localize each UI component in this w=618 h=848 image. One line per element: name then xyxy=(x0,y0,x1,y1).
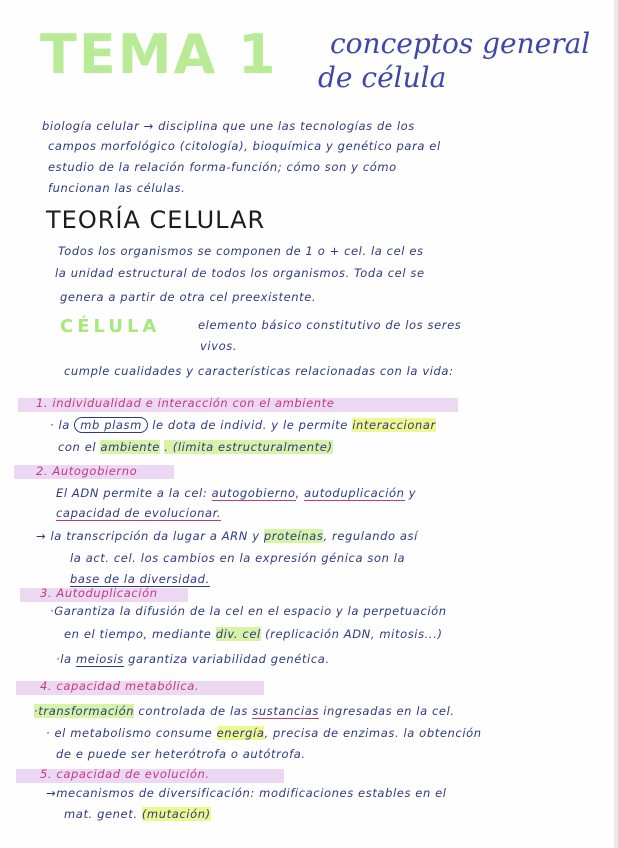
section3-line1: ·Garantiza la difusión de la cel en el espacio y la perpetuación xyxy=(50,604,447,618)
teoria-line3: genera a partir de otra cel preexistente. xyxy=(60,290,317,304)
teoria-heading: TEORÍA CELULAR xyxy=(46,206,266,234)
s1-b2-pre: con el xyxy=(58,440,97,454)
teoria-line2: la unidad estructural de todos los organismos. Toda cel se xyxy=(55,266,425,280)
section1-bullet1 xyxy=(50,420,436,432)
s4-energia: energía xyxy=(216,726,265,740)
section5-line2 xyxy=(64,809,211,821)
section2-line5 xyxy=(70,574,210,586)
section2-line1 xyxy=(56,488,416,500)
s2-evolucionar: capacidad de evolucionar. xyxy=(56,506,222,520)
s2-l1-sep: , xyxy=(295,486,300,500)
section3-line3 xyxy=(56,654,330,666)
s1-b1-pre: · la xyxy=(50,418,70,432)
teoria-line1: Todos los organismos se componen de 1 o + cel. la cel es xyxy=(58,244,424,258)
section2-heading: 2. Autogobierno xyxy=(36,464,138,478)
intro-line2: campos morfológico (citología), bioquímica y genético para el xyxy=(48,139,441,153)
s1-mb-plasm: mb plasm xyxy=(74,417,148,433)
s3-l2-pre: en el tiempo, mediante xyxy=(64,627,212,641)
s4-l1-mid: controlada de las xyxy=(138,704,249,718)
intro-line3: estudio de la relación forma-función; cómo son y cómo xyxy=(48,160,397,174)
celula-def1: elemento básico constitutivo de los seres xyxy=(198,318,462,332)
s3-l2-post: (replicación ADN, mitosis...) xyxy=(265,627,443,641)
s1-b2-post: . (limita estructuralmente) xyxy=(164,440,333,454)
s4-l2-post: , precisa de enzimas. la obtención xyxy=(264,726,482,740)
s1-ambiente: ambiente xyxy=(100,440,160,454)
subtitle-line1: conceptos general xyxy=(330,27,591,60)
s1-interaccionar: interaccionar xyxy=(352,418,436,432)
intro-line4: funcionan las células. xyxy=(48,181,186,195)
intro-line1: biología celular → disciplina que une las tecnologías de los xyxy=(42,119,415,133)
s2-l1-pre: El ADN permite a la cel: xyxy=(56,486,208,500)
s4-transformacion: ·transformación xyxy=(34,704,135,718)
celula-cumple: cumple cualidades y características relacionadas con la vida: xyxy=(64,364,454,378)
section4-line2 xyxy=(46,728,482,740)
section4-line3: de e puede ser heterótrofa o autótrofa. xyxy=(56,747,306,761)
s5-mutacion: (mutación) xyxy=(141,807,211,821)
s3-l3-post: garantiza variabilidad genética. xyxy=(128,652,330,666)
section4-line1 xyxy=(34,706,455,718)
s2-l3-post: , regulando así xyxy=(323,529,418,543)
s2-l3-pre: → la transcripción da lugar a ARN y xyxy=(36,529,260,543)
section3-heading: 3. Autoduplicación xyxy=(40,586,158,600)
s3-meiosis: meiosis xyxy=(75,652,124,666)
page-edge xyxy=(614,0,618,848)
s2-autogobierno: autogobierno xyxy=(211,486,296,500)
section5-heading: 5. capacidad de evolución. xyxy=(40,767,210,781)
s5-l2-pre: mat. genet. xyxy=(64,807,138,821)
s2-proteinas: proteínas xyxy=(263,529,324,543)
s4-l1-post: ingresadas en la cel. xyxy=(323,704,455,718)
s2-l1-post: y xyxy=(408,486,417,500)
s3-l3-pre: ·la xyxy=(56,652,72,666)
celula-word: CÉLULA xyxy=(60,316,161,337)
s2-autoduplicacion: autoduplicación xyxy=(304,486,405,500)
section1-bullet2 xyxy=(58,442,333,454)
celula-def2: vivos. xyxy=(200,339,238,353)
section3-line2 xyxy=(64,629,443,641)
page-title: TEMA 1 xyxy=(40,23,278,86)
section2-line3 xyxy=(36,531,418,543)
s1-b1-mid: le dota de individ. y le permite xyxy=(152,418,348,432)
section2-line4: la act. cel. los cambios en la expresión génica son la xyxy=(70,551,406,565)
section2-line2 xyxy=(56,508,221,520)
s4-sustancias: sustancias xyxy=(252,704,319,718)
subtitle-line2: de célula xyxy=(318,61,447,94)
section5-line1: →mecanismos de diversificación: modificaciones estables en el xyxy=(46,786,447,800)
section1-heading: 1. individualidad e interacción con el ambiente xyxy=(36,396,335,410)
section4-heading: 4. capacidad metabólica. xyxy=(40,679,200,693)
s3-div-cel: div. cel xyxy=(215,627,261,641)
s2-diversidad: base de la diversidad. xyxy=(70,572,210,586)
s4-l2-pre: · el metabolismo consume xyxy=(46,726,213,740)
